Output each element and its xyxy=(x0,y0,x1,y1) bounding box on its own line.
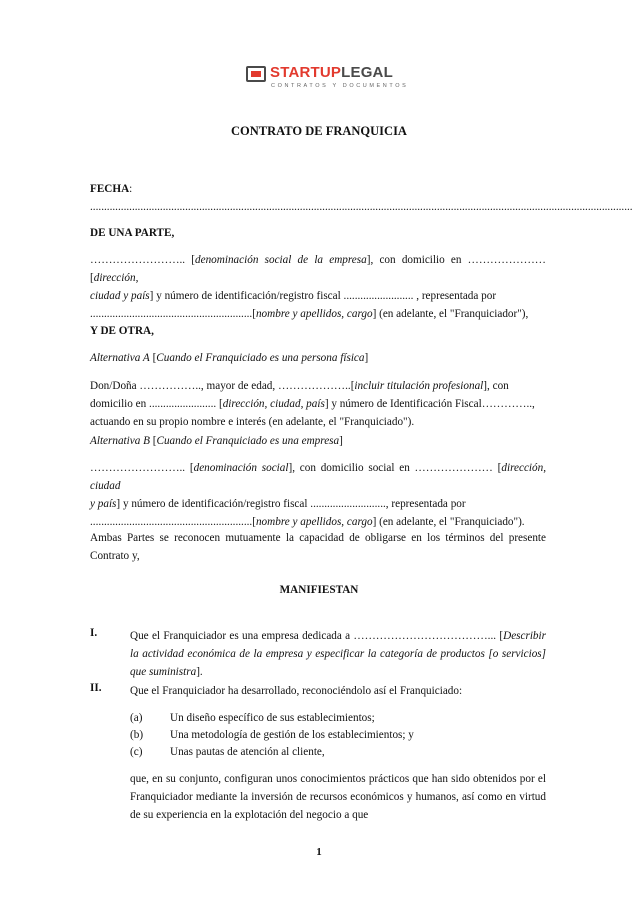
logo-wordmark: STARTUPLEGAL xyxy=(270,64,393,81)
document-title: CONTRATO DE FRANQUICIA xyxy=(231,124,407,138)
alternativa-b-heading: Alternativa B [Cuando el Franquiciado es una empresa] xyxy=(90,435,343,447)
monitor-icon xyxy=(246,66,266,82)
parte1-line2: ciudad y país] y número de identificación/registro fiscal ......................... , representada por xyxy=(90,290,497,302)
parte2-heading: Y DE OTRA, xyxy=(90,325,154,337)
item-1-text: Que el Franquiciador es una empresa dedicada a ………………………………... [Describir la actividad económica de la empresa y especificar la categoría de productos [o servicios] que suministra]. xyxy=(130,630,546,678)
sub-item-a: (a) Un diseño específico de sus establecimientos; xyxy=(130,712,375,724)
sub-item-c: (c) Unas pautas de atención al cliente, xyxy=(130,746,325,758)
ambas-partes-paragraph: Ambas Partes se reconocen mutuamente la capacidad de obligarse en los términos del presente Contrato y, xyxy=(90,532,546,562)
item-1-number: I. xyxy=(90,627,98,639)
manifiestan-heading: MANIFIESTAN xyxy=(279,584,359,596)
item-2-text: Que el Franquiciador ha desarrollado, reconociéndolo así el Franquiciado: xyxy=(130,685,463,697)
alternativa-b-paragraph: …………………….. [denominación social], con domicilio social en ………………… [dirección, ciudad y país] y número de identificación/registro fiscal ..........................., representada por ..........................................................[nombre y apellidos, cargo] (en adelante, el "Franquiciado"). xyxy=(90,462,547,528)
sub-item-b: (b) Una metodología de gestión de los establecimientos; y xyxy=(130,729,414,741)
parte1-line1: …………………….. [denominación social de la empresa], con domicilio en ………………… [dirección, xyxy=(90,254,546,284)
fecha-line: FECHA: .................................................................................................................................................................................................. xyxy=(90,183,633,213)
alternativa-a-heading: Alternativa A [Cuando el Franquiciado es una persona física] xyxy=(90,352,369,364)
alternativa-a-paragraph: Don/Doña …………….., mayor de edad, ………………..[incluir titulación profesional], con domicilio en ........................ [dirección, ciudad, país] y número de Identificación Fiscal………….., actuando en su propio nombre e interés (en adelante, el "Franquiciado"). xyxy=(90,380,535,428)
item-2-continuation: que, en su conjunto, configuran unos conocimientos prácticos que han sido obtenidos por el Franquiciador mediante la inversión de recursos económicos y humanos, así como en virtud de su experiencia en la explotación del negocio a que xyxy=(130,773,546,821)
item-2-number: II. xyxy=(90,682,102,694)
parte1-heading: DE UNA PARTE, xyxy=(90,227,175,239)
logo-tagline: CONTRATOS Y DOCUMENTOS xyxy=(271,83,409,89)
startuplegal-logo xyxy=(246,62,409,94)
page-number: 1 xyxy=(316,846,322,858)
parte1-line3: ..........................................................[nombre y apellidos, cargo] (en adelante, el "Franquiciador"), xyxy=(90,308,529,320)
parte1-paragraph xyxy=(90,251,546,323)
